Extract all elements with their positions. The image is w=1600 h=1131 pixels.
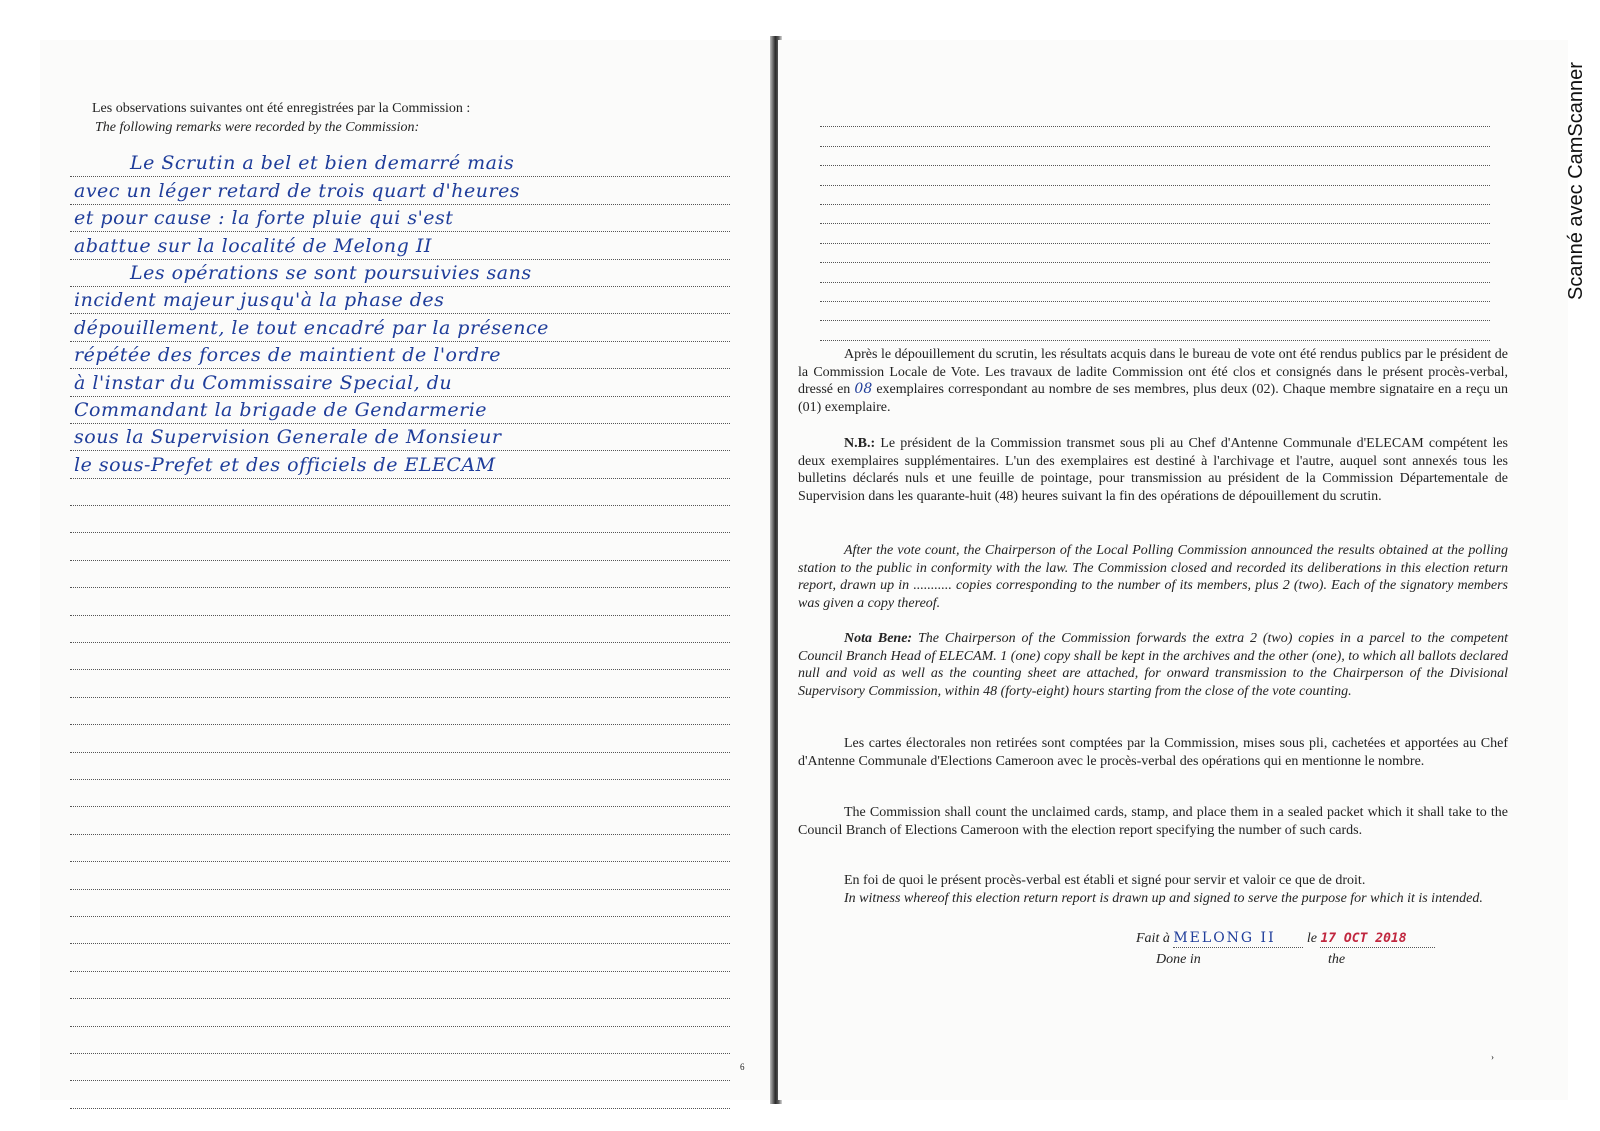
- dotted-line: [70, 944, 730, 971]
- dotted-line: [820, 166, 1490, 185]
- paragraph-cards-fr: Les cartes électorales non retirées sont comptées par la Commission, mises sous pli, cachetées et apportées au Chef d'Antenne Communale d'Elections Cameroon avec le procès-verbal des opérations qui en mentionne le nombre.: [798, 736, 1508, 769]
- handwritten-place: MELONG II: [1173, 930, 1276, 946]
- dotted-line: [70, 314, 730, 341]
- dotted-line: [70, 506, 730, 533]
- dotted-line: [70, 260, 730, 287]
- camscanner-watermark: Scanné avec CamScanner: [1565, 62, 1587, 300]
- dotted-line: [70, 150, 730, 177]
- handwritten-remark: abattue sur la localité de Melong II: [74, 234, 432, 257]
- dotted-line: [820, 263, 1490, 282]
- dotted-line: [70, 397, 730, 424]
- dotted-line: [70, 424, 730, 451]
- dotted-line: [820, 283, 1490, 302]
- paragraph-nb-fr: N.B.: Le président de la Commission transmet sous pli au Chef d'Antenne Communale d'ELECAM compétent les deux exemplaires supplémentaires. L'un des exemplaires est destiné à l'archivage et l'autre, auquel sont annexés tous les bulletins déclarés nuls et une feuille de pointage, pour transmission au président de la Commission Départementale de Supervision dans les quarante-huit (48) heures suivant la fin des opérations de dépouillement du scrutin.: [798, 436, 1508, 504]
- dotted-line: [820, 147, 1490, 166]
- paragraph-results-en: After the vote count, the Chairperson of the Local Polling Commission announced the results obtained at the polling station to the public in conformity with the law. The Commission closed and recorded its deliberations in this election return report, drawn up in ........... copies corresponding to the number of its members, plus 2 (two). Each of the signatory members was given a copy thereof.: [798, 543, 1508, 611]
- date-stamp: 17 OCT 2018: [1320, 931, 1407, 946]
- page-number: 6: [740, 1062, 745, 1072]
- dotted-line: [70, 479, 730, 506]
- dotted-line: [70, 917, 730, 944]
- dotted-line: [70, 1027, 730, 1054]
- dotted-line: [70, 972, 730, 999]
- dotted-line: [70, 342, 730, 369]
- handwritten-remark: dépouillement, le tout encadré par la présence: [74, 316, 549, 339]
- dotted-line: [70, 205, 730, 232]
- paragraph-cards-en: The Commission shall count the unclaimed cards, stamp, and place them in a sealed packet which it shall take to the Council Branch of Elections Cameroon with the election report specifying the number of such cards.: [798, 805, 1508, 838]
- handwritten-remark: à l'instar du Commissaire Special, du: [74, 371, 453, 394]
- dotted-line: [820, 244, 1490, 263]
- dotted-line: [70, 643, 730, 670]
- handwritten-remark: Commandant la brigade de Gendarmerie: [74, 398, 488, 421]
- handwritten-remark: incident majeur jusqu'à la phase des: [74, 289, 445, 312]
- dotted-line: [820, 302, 1490, 321]
- remarks-header-fr: Les observations suivantes ont été enregistrées par la Commission :: [92, 101, 471, 116]
- the-label: the: [1328, 952, 1346, 967]
- handwritten-remark: et pour cause : la forte pluie qui s'est: [74, 207, 454, 230]
- dotted-line: [70, 588, 730, 615]
- handwritten-remark: Le Scrutin a bel et bien demarré mais: [130, 152, 515, 175]
- dotted-line: [70, 616, 730, 643]
- left-page: [40, 40, 775, 1100]
- dotted-line: [70, 835, 730, 862]
- dotted-line: [70, 807, 730, 834]
- dotted-line: [70, 533, 730, 560]
- dotted-line: [70, 561, 730, 588]
- dotted-line: [820, 205, 1490, 224]
- right-page: [778, 40, 1568, 1100]
- remarks-header-en: The following remarks were recorded by the Commission:: [95, 120, 420, 135]
- dotted-line: [70, 1081, 730, 1108]
- dotted-line: [70, 890, 730, 917]
- dotted-line: [70, 780, 730, 807]
- dotted-line: [820, 108, 1490, 127]
- dotted-line: [70, 232, 730, 259]
- dotted-line: [70, 670, 730, 697]
- dotted-line: [70, 999, 730, 1026]
- dotted-line: [70, 369, 730, 396]
- signature-place-date: Fait à MELONG II le 17 OCT 2018: [1136, 930, 1435, 948]
- paragraph-results-fr: Après le dépouillement du scrutin, les résultats acquis dans le bureau de vote ont été rendus publics par le président de la Commission Locale de Vote. Les travaux de ladite Commission ont été clos et consignés dans le présent procès-verbal, dressé en 08 exemplaires correspondant au nombre de ses membres, plus deux (02). Chaque membre signataire en a reçu un (01) exemplaire.: [798, 347, 1508, 415]
- dotted-line: [820, 127, 1490, 146]
- dotted-line: [70, 451, 730, 478]
- handwritten-remark: Les opérations se sont poursuivies sans: [130, 261, 532, 284]
- page-mark-right: ›: [1491, 1052, 1494, 1062]
- done-in-label: Done in: [1156, 952, 1201, 967]
- dotted-line: [70, 725, 730, 752]
- dotted-line: [70, 177, 730, 204]
- remarks-lines: [70, 150, 730, 1109]
- dotted-line: [70, 1054, 730, 1081]
- dotted-line: [70, 862, 730, 889]
- dotted-line: [820, 224, 1490, 243]
- dotted-line: [820, 321, 1490, 340]
- handwritten-remark: répétée des forces de maintient de l'ordre: [74, 344, 502, 367]
- handwritten-remark: le sous-Prefet et des officiels de ELECAM: [74, 453, 496, 476]
- handwritten-copy-count: 08: [854, 381, 873, 397]
- continuation-lines: [820, 108, 1490, 341]
- handwritten-remark: sous la Supervision Generale de Monsieur: [74, 426, 502, 449]
- dotted-line: [70, 287, 730, 314]
- dotted-line: [70, 753, 730, 780]
- paragraph-witness: En foi de quoi le présent procès-verbal est établi et signé pour servir et valoir ce que de droit. In witness whereof this election return report is drawn up and signed to serve the purpose for which it is intended.: [844, 873, 1483, 906]
- paragraph-nota-bene-en: Nota Bene: The Chairperson of the Commission forwards the extra 2 (two) copies in a parcel to the competent Council Branch Head of ELECAM. 1 (one) copy shall be kept in the archives and the other (one), to which all ballots declared null and void as well as the counting sheet are attached, for onward transmission to the Chairperson of the Divisional Supervisory Commission, within 48 (forty-eight) hours starting from the close of the vote counting.: [798, 631, 1509, 699]
- dotted-line: [70, 698, 730, 725]
- handwritten-remark: avec un léger retard de trois quart d'heures: [74, 179, 521, 202]
- dotted-line: [820, 186, 1490, 205]
